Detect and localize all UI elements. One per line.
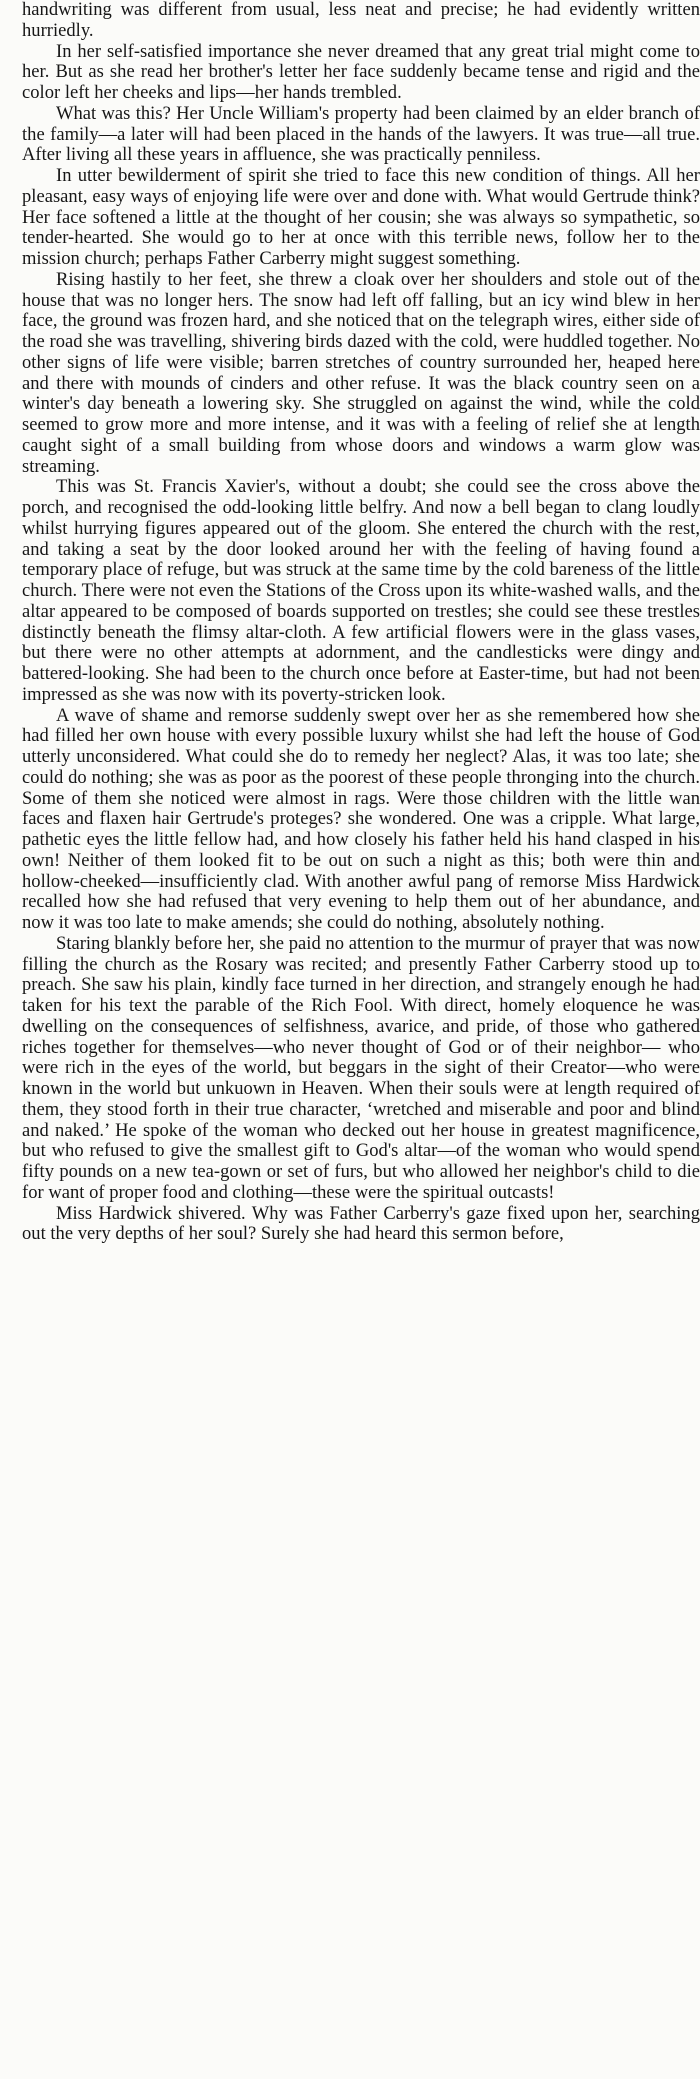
article-column [22, 0, 700, 1245]
paragraph-self-satisfied: In her self-satisfied importance she never dreamed that any great trial might come to her. But as she read her brother's letter her face suddenly became tense and rigid and the color left her cheeks and lips—her hands trembled. [22, 40, 700, 103]
paragraph-st-francis: This was St. Francis Xavier's, without a doubt; she could see the cross above the porch, and recognised the odd-looking little belfry. And now a bell began to clang loudly whilst hurrying figures appeared out of the gloom. She entered the church with the rest, and taking a seat by the door looked around her with the feeling of having found a temporary place of refuge, but was struck at the same time by the cold bareness of the little church. There were not even the Stations of the Cross upon its white-washed walls, and the altar appeared to be composed of boards supported on trestles; she could see these trestles distinctly beneath the flimsy altar-cloth. A few artificial flowers were in the glass vases, but there were no other attempts at adornment, and the candlesticks were dingy and battered-looking. She had been to the church once before at Easter-time, but had not been impressed as she was now with its poverty-stricken look. [22, 476, 700, 705]
paragraph-shivered: Miss Hardwick shivered. Why was Father Carberry's gaze fixed upon her, searching out the very depths of her soul? Surely she had heard this sermon before, [22, 1202, 700, 1245]
paragraph-wave-of-shame: A wave of shame and remorse suddenly swept over her as she remembered how she had filled her own house with every possible luxury whilst she had left the house of God utterly unconsidered. What could she do to remedy her neglect? Alas, it was too late; she could do nothing; she was as poor as the poorest of these people thronging into the church. Some of them she noticed were almost in rags. Were those children with the little wan faces and flaxen hair Gertrude's proteges? she wondered. One was a cripple. What large, pathetic eyes the little fellow had, and how closely his father held his hand clasped in his own! Neither of them looked fit to be out on such a night as this; both were thin and hollow-cheeked—insufficiently clad. With another awful pang of remorse Miss Hardwick recalled how she had refused that very evening to help them out of her abundance, and now it was too late to make amends; she could do nothing, absolutely nothing. [22, 704, 700, 933]
paragraph-what-was-this: What was this? Her Uncle William's property had been claimed by an elder branch of the family—a later will had been placed in the hands of the lawyers. It was true—all true. After living all these years in affluence, she was practically penniless. [22, 102, 700, 166]
paragraph-continuation: handwriting was different from usual, less neat and precise; he had evidently written hurriedly. [22, 0, 700, 41]
paragraph-rising-hastily: Rising hastily to her feet, she threw a cloak over her shoulders and stole out of the house that was no longer hers. The snow had left off falling, but an icy wind blew in her face, the ground was frozen hard, and she noticed that on the telegraph wires, either side of the road she was travelling, shivering birds dazed with the cold, were huddled together. No other signs of life were visible; barren stretches of country surrounded her, heaped here and there with mounds of cinders and other refuse. It was the black country seen on a winter's day beneath a lowering sky. She struggled on against the wind, while the cold seemed to grow more and more intense, and it was with a feeling of relief she at length caught sight of a small building from whose doors and windows a warm glow was streaming. [22, 268, 700, 477]
paragraph-bewilderment: In utter bewilderment of spirit she tried to face this new condition of things. All her pleasant, easy ways of enjoying life were over and done with. What would Gertrude think? Her face softened a little at the thought of her cousin; she was always so sympathetic, so tender-hearted. She would go to her at once with this terrible news, follow her to the mission church; perhaps Father Carberry might suggest something. [22, 165, 700, 269]
paragraph-sermon: Staring blankly before her, she paid no attention to the murmur of prayer that was now filling the church as the Rosary was recited; and presently Father Carberry stood up to preach. She saw his plain, kindly face turned in her direction, and strangely enough he had taken for his text the parable of the Rich Fool. With direct, homely eloquence he was dwelling on the consequences of selfishness, avarice, and pride, of those who gathered riches together for themselves—who never thought of God or of their neighbor— who were rich in the eyes of the world, but beggars in the sight of their Creator—who were known in the world but unkuown in Heaven. When their souls were at length required of them, they stood forth in their true character, ‘wretched and miserable and poor and blind and naked.’ He spoke of the woman who decked out her house in greatest magnificence, but who refused to give the smallest gift to God's altar—of the woman who would spend fifty pounds on a new tea-gown or set of furs, but who allowed her neighbor's child to die for want of proper food and clothing—these were the spiritual outcasts! [22, 932, 700, 1203]
